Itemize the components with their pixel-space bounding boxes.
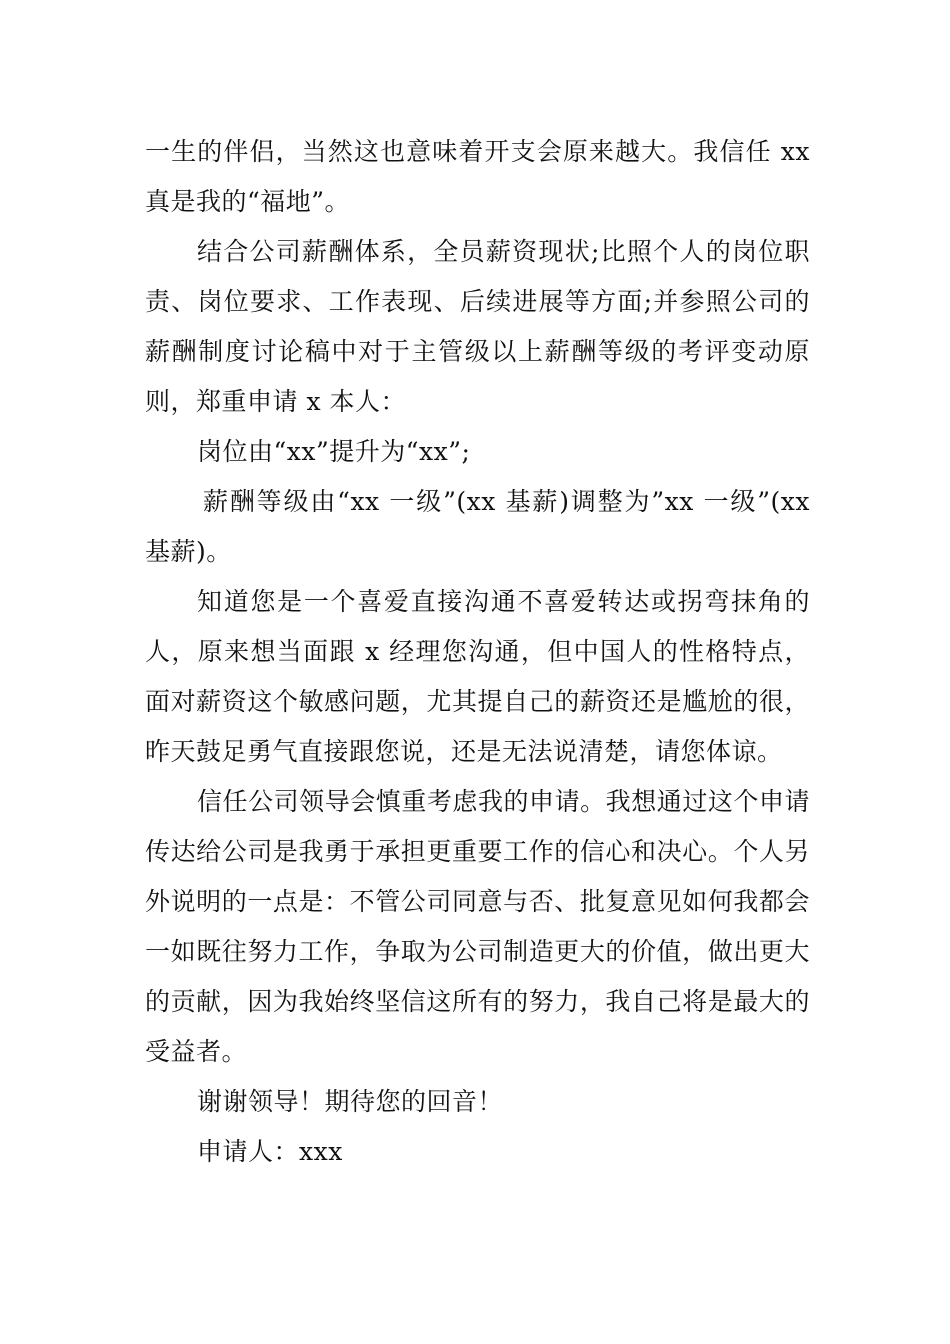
paragraph-communication-note: 知道您是一个喜爱直接沟通不喜爱转达或拐弯抹角的人，原来想当面跟 x 经理您沟通，但中国人的性格特点，面对薪资这个敏感问题，尤其提自己的薪资还是尴尬的很，昨天鼓足勇气直接跟您说，还是无法说清楚，请您体谅。	[145, 587, 810, 766]
applicant-signature: 申请人：xxx	[197, 1137, 343, 1166]
document-body	[145, 127, 810, 1177]
paragraph-salary-grade-change: 薪酬等级由“xx 一级”(xx 基薪)调整为”xx 一级”(xx 基薪)。	[145, 487, 810, 566]
paragraph-position-change: 岗位由“xx”提升为“xx”;	[197, 437, 471, 466]
paragraph-commitment: 信任公司领导会慎重考虑我的申请。我想通过这个申请传达给公司是我勇于承担更重要工作的信心和决心。个人另外说明的一点是：不管公司同意与否、批复意见如何我都会一如既往努力工作，争取为公司制造更大的价值，做出更大的贡献，因为我始终坚信这所有的努力，我自己将是最大的受益者。	[145, 787, 810, 1066]
paragraph-salary-basis: 结合公司薪酬体系，全员薪资现状;比照个人的岗位职责、岗位要求、工作表现、后续进展等方面;并参照公司的薪酬制度讨论稿中对于主管级以上薪酬等级的考评变动原则，郑重申请 x 本人：	[145, 237, 810, 416]
paragraph-continuation: 一生的伴侣，当然这也意味着开支会原来越大。我信任 xx 真是我的“福地”。	[145, 137, 810, 216]
paragraph-thanks: 谢谢领导！期待您的回音！	[197, 1087, 504, 1116]
